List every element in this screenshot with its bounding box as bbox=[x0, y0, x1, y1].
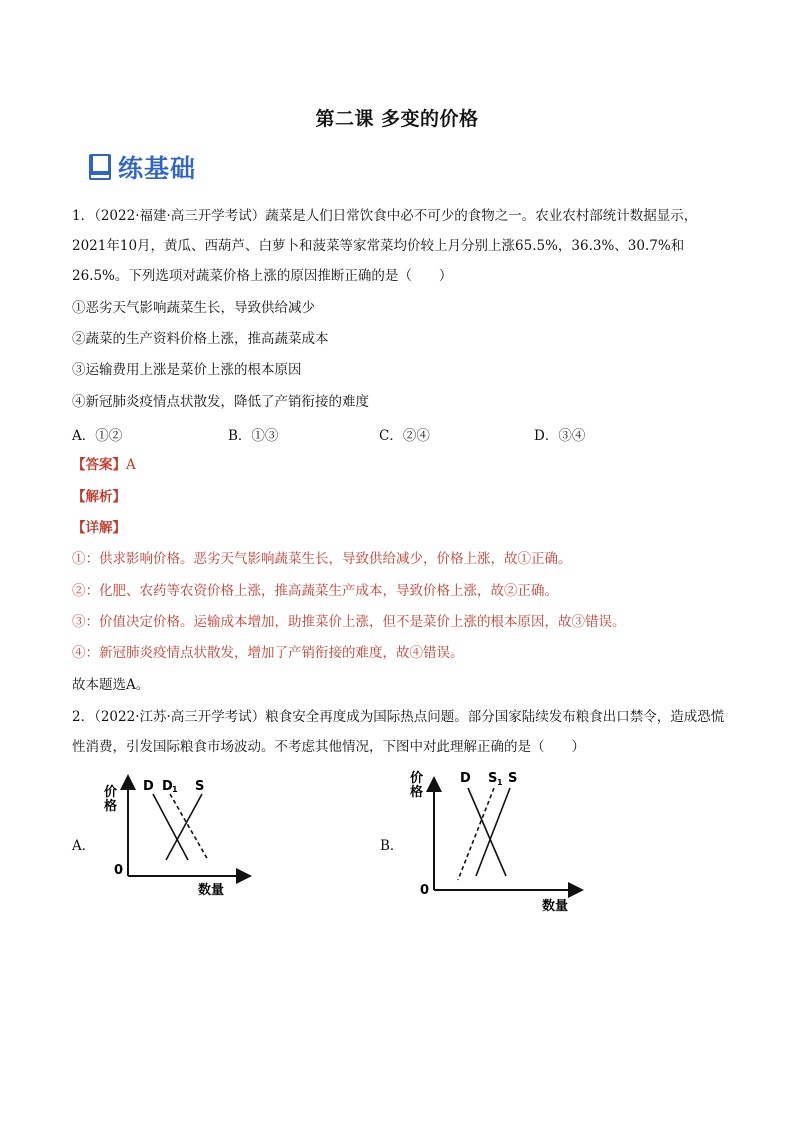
q2-option-b[interactable]: B． bbox=[380, 838, 404, 854]
detail-label: 【详解】 bbox=[72, 520, 126, 536]
q1-detail bbox=[72, 518, 126, 538]
q1-detail-3: ③：价值决定价格。运输成本增加，助推菜价上涨，但不是菜价上涨的根本原因，故③错误。 bbox=[72, 614, 626, 630]
answer-value: A bbox=[126, 457, 136, 473]
q2-option-a[interactable]: A． bbox=[72, 838, 96, 854]
x-label: 数量 bbox=[542, 899, 569, 914]
curve-s-label: S bbox=[508, 771, 518, 786]
y-label-top: 价 bbox=[410, 771, 424, 786]
q1-answer bbox=[72, 455, 136, 475]
q1-detail-1: ①：供求影响价格。恶劣天气影响蔬菜生长，导致供给减少，价格上涨，故①正确。 bbox=[72, 551, 572, 567]
q1-choice-b[interactable]: B．①③ bbox=[228, 428, 279, 444]
curve-s1-subscript: 1 bbox=[497, 778, 503, 787]
graph-b bbox=[406, 764, 586, 914]
q1-conclusion: 故本题选A。 bbox=[72, 677, 150, 693]
x-label: 数量 bbox=[198, 883, 225, 896]
graph-a bbox=[98, 766, 258, 896]
supply-curve bbox=[476, 788, 510, 876]
y-label-bottom: 格 bbox=[104, 799, 118, 814]
q1-item-4: ④新冠肺炎疫情点状散发，降低了产销衔接的难度 bbox=[72, 394, 369, 410]
curve-s-label: S bbox=[195, 779, 205, 794]
question-2-stem: 2．（2022·江苏·高三开学考试）粮食安全再度成为国际热点问题。部分国家陆续发布粮食出口禁令，造成恐慌性消费，引发国际粮食市场波动。不考虑其他情况，下图中对此理解正确的是（ ） bbox=[72, 709, 725, 755]
section-label: 练基础 bbox=[118, 154, 197, 183]
origin-label: 0 bbox=[114, 863, 124, 878]
section-header bbox=[88, 150, 196, 184]
y-label-bottom: 格 bbox=[410, 785, 424, 800]
curve-s1-label: S bbox=[488, 771, 498, 786]
q1-item-1: ①恶劣天气影响蔬菜生长，导致供给减少 bbox=[72, 300, 315, 316]
page-title: 第二课 多变的价格 bbox=[315, 108, 479, 130]
curve-d1-subscript: 1 bbox=[172, 785, 178, 794]
curve-d-label: D bbox=[143, 779, 154, 794]
curve-d1-label: D bbox=[162, 779, 173, 794]
q1-detail-4: ④：新冠肺炎疫情点状散发，增加了产销衔接的难度，故④错误。 bbox=[72, 645, 464, 661]
q1-item-2: ②蔬菜的生产资料价格上涨，推高蔬菜成本 bbox=[72, 331, 329, 347]
q1-choices bbox=[72, 424, 692, 444]
q1-choice-d[interactable]: D．③④ bbox=[534, 428, 586, 444]
q1-detail-2: ②：化肥、农药等农资价格上涨，推高蔬菜生产成本，导致价格上涨，故②正确。 bbox=[72, 583, 558, 599]
answer-label: 【答案】 bbox=[72, 457, 126, 473]
q1-analysis bbox=[72, 487, 126, 507]
demand-curve bbox=[468, 788, 506, 876]
analysis-label: 【解析】 bbox=[72, 489, 126, 505]
book-icon bbox=[88, 153, 112, 181]
question-1-stem: 1．（2022·福建·高三开学考试）蔬菜是人们日常饮食中必不可少的食物之一。农业农村部统计数据显示，2021年10月，黄瓜、西葫芦、白萝卜和菠菜等家常菜均价较上月分别上涨65.5%，36.3%、30.7%和26.5%。下列选项对蔬菜价格上涨的原因推断正确的是（ ） bbox=[72, 208, 698, 284]
q1-item-3: ③运输费用上涨是菜价上涨的根本原因 bbox=[72, 362, 302, 378]
curve-d-label: D bbox=[460, 771, 471, 786]
q1-choice-c[interactable]: C．②④ bbox=[379, 428, 430, 444]
q1-choice-a[interactable]: A．①② bbox=[72, 428, 123, 444]
origin-label: 0 bbox=[420, 883, 430, 898]
new-demand-curve bbox=[170, 794, 208, 860]
y-label-top: 价 bbox=[104, 785, 118, 800]
